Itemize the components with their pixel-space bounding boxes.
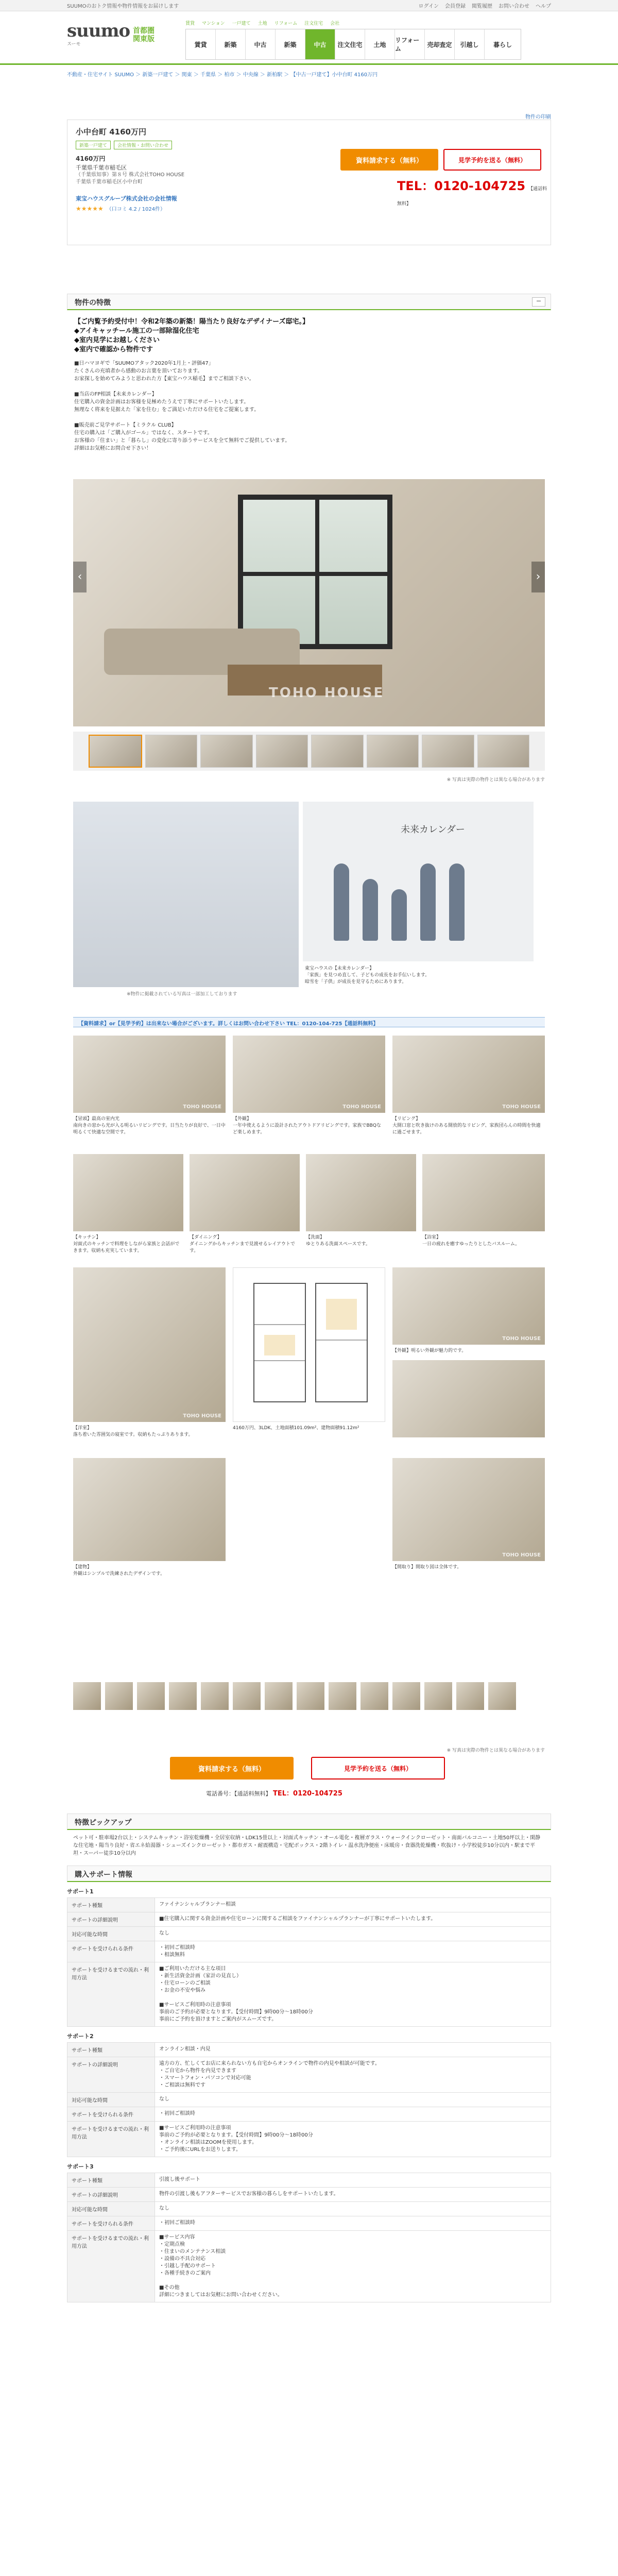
table-row: [67, 1898, 551, 1912]
top-link-login[interactable]: ログイン: [418, 4, 439, 9]
thumbnail[interactable]: [311, 735, 364, 768]
grid-photo[interactable]: [73, 1154, 183, 1231]
table-value: ・初回ご相談時 ・相談無料: [155, 1941, 551, 1962]
table-row: [67, 2188, 551, 2202]
thumbnail[interactable]: [477, 735, 530, 768]
nav-small-reform[interactable]: リフォーム: [274, 21, 298, 26]
request-docs-button[interactable]: 資料請求する（無料）: [340, 149, 438, 171]
table-value: オンライン相談・内見: [155, 2043, 551, 2057]
grid-caption: 【キッチン】 対面式のキッチンで料理をしながら家族と会話ができます。収納も充実しています。: [73, 1235, 180, 1253]
nav-small-land[interactable]: 土地: [258, 21, 267, 26]
cta-phone-label: 電話番号：【通話料無料】: [206, 1790, 271, 1797]
table-key: サポート種類: [67, 2043, 155, 2057]
table-value: ■サービス内容 ・定期点検 ・住まいのメンテナンス相談 ・設備の不具合対応 ・引越し手配のサポート ・各種手続きのご案内 ■その他 詳細につきましてはお気軽にお問い合わせください。: [155, 2231, 551, 2302]
cta-phone-number[interactable]: TEL：0120-104725: [273, 1790, 342, 1798]
small-thumbnail[interactable]: [233, 1682, 261, 1710]
thumbnail[interactable]: [89, 735, 142, 768]
table-key: 対応可能な時間: [67, 1927, 155, 1941]
table-row: [67, 2173, 551, 2188]
table-value: ■ご利用いただける主な項目 ・新生活資金計画（家計の見直し） ・住宅ローンのご相談 ・お金の不安や悩み ■サービスご利用時の注意事項 事前のご予約が必要となります。【受付時間】9時00分～18時00分 事前にご予約を頂けますとご案内がスムーズです。: [155, 1962, 551, 2027]
table-row: [67, 2231, 551, 2302]
table-key: 対応可能な時間: [67, 2202, 155, 2216]
arrow-right-icon[interactable]: ›: [531, 562, 545, 592]
grid-caption: 【洋室】 落ち着いた雰囲気の寝室です。収納もたっぷりあります。: [73, 1426, 193, 1437]
support-label: サポート2: [67, 2033, 94, 2040]
top-notice-text: SUUMOのおトク情報や物件情報をお届けします: [67, 4, 179, 9]
table-key: サポートを受けられる条件: [67, 2216, 155, 2231]
grid-photo[interactable]: [422, 1154, 545, 1231]
family-illustration: [334, 863, 465, 941]
table-value: ■サービスご利用時の注意事項 事前のご予約が必要となります。【受付時間】9時00分～18時00分 ・オンライン相談はZOOMを使用します。 ・ご予約後にURLをお送りします。: [155, 2122, 551, 2157]
small-thumbnail[interactable]: [329, 1682, 356, 1710]
photo-watermark: TOHO HOUSE: [502, 1104, 541, 1110]
person-figure: [420, 863, 436, 941]
property-location: 千葉県千葉市稲毛区: [76, 164, 127, 171]
grid-caption: 【間取り】間取り図は全体です。: [392, 1565, 462, 1570]
print-link[interactable]: 物件の印刷: [525, 114, 551, 120]
property-tags: [76, 141, 172, 149]
property-price: 4160万円: [76, 155, 106, 162]
floor-caption: 4160万円、3LDK、土地面積101.09m²、建物面積91.12m²: [233, 1426, 359, 1431]
phone-number: [397, 176, 551, 208]
person-figure: [334, 863, 349, 941]
person-figure: [391, 889, 407, 941]
grid-photo[interactable]: [306, 1154, 416, 1231]
table-value: なし: [155, 1927, 551, 1941]
thumbnail-strip: [73, 732, 545, 771]
small-thumbnail[interactable]: [201, 1682, 229, 1710]
purchase-heading: [67, 1866, 551, 1882]
suumo-logo[interactable]: [67, 21, 130, 47]
visit-request-button[interactable]: 見学予約を送る（無料）: [443, 149, 541, 171]
calendar-title: 未来カレンダー: [401, 824, 465, 835]
top-link-contact[interactable]: お問い合わせ: [499, 4, 529, 9]
table-key: サポート種類: [67, 2173, 155, 2188]
phone-note: 【通話料無料】: [397, 187, 547, 207]
small-thumbnail[interactable]: [169, 1682, 197, 1710]
table-row: [67, 1941, 551, 1962]
nav-rent[interactable]: 賃貸: [186, 29, 216, 59]
phone-digits[interactable]: 0120-104725: [434, 179, 526, 193]
small-thumbnail[interactable]: [392, 1682, 420, 1710]
nav-small-custom[interactable]: 注文住宅: [304, 21, 323, 26]
arrow-left-icon[interactable]: ‹: [73, 562, 87, 592]
table-row: [67, 1927, 551, 1941]
pickup-text: ペット可・駐車場2台以上・システムキッチン・浴室乾燥機・全居室収納・LDK15畳以上・対面式キッチン・オール電化・複層ガラス・ウォークインクローゼット・南面バルコニー・土地50坪以上・閑静な住宅地・陽当り良好・省エネ給湯器・シューズインクローゼット・都市ガス・耐震構造・宅配ボックス・2階トイレ・温水洗浄便座・床暖房・食器洗乾燥機・吹抜け・小学校徒歩10分以内・駅まで平坦・スーパー徒歩10分以内: [73, 1835, 541, 1856]
feature-body: ■日ハマヨギで「SUUMOアタック2020年1月上・評価47」 たくさんの充填者から感動のお言葉を頂いております。 お家探しを始めてみようと思われた方【東宝ハウス稲毛】までご相談下さい。 ■当店のFP相談【未来カレンダー】 住宅購入の資金計画はお客様を見極めたうえで丁寧にサポートいたします。 無理なく将来を見据えた「家を住む」をご満足いただける住宅をご提案します。 ■販売前ご見学サポート【ミラクル CLUB】 住宅の購入は「ご購入がゴール」ではなく、スタートです。 お客様の「住まい」と「暮らし」の変化に寄り添うサービスを全て無料でご提供しています。 詳細はお気軽にお問合せ下さい！: [74, 361, 290, 451]
grid-caption: 【リビング】 大開口窓と吹き抜けのある開放的なリビング、家族団らんの時間を快適に過ごせます。: [392, 1116, 541, 1135]
photo-watermark: TOHO HOUSE: [183, 1413, 221, 1419]
tag-company[interactable]: 会社情報・お問い合わせ: [114, 141, 172, 149]
logo-sub: スーモ: [67, 42, 81, 47]
window-decor: [238, 495, 392, 649]
review-count[interactable]: （口コミ 4.2 / 1024件）: [106, 207, 166, 212]
small-thumbnail[interactable]: [105, 1682, 133, 1710]
small-thumbnail[interactable]: [73, 1682, 101, 1710]
table-key: サポートの詳細説明: [67, 2188, 155, 2202]
small-thumbnail[interactable]: [360, 1682, 388, 1710]
small-thumbnail[interactable]: [424, 1682, 452, 1710]
table-key: サポートの詳細説明: [67, 2057, 155, 2093]
feature-heading: [67, 294, 551, 310]
nav-custom-house[interactable]: 注文住宅: [335, 29, 365, 59]
nav-living[interactable]: 暮らし: [485, 29, 521, 59]
property-summary: [67, 120, 551, 245]
grid-caption: 【ダイニング】 ダイニングからキッチンまで見渡せるレイアウトです。: [190, 1235, 295, 1253]
table-key: サポートを受けられる条件: [67, 2107, 155, 2122]
thumbnail[interactable]: [422, 735, 474, 768]
main-photo[interactable]: [73, 479, 545, 726]
top-link-help[interactable]: ヘルプ: [536, 4, 551, 9]
grid-photo[interactable]: [73, 1458, 226, 1561]
table-value: ■住宅購入に関する資金計画や住宅ローンに関するご相談をファイナンシャルプランナーが丁寧にサポートいたします。: [155, 1912, 551, 1927]
site-header: [0, 11, 618, 65]
request-docs-button[interactable]: 資料請求する（無料）: [170, 1757, 294, 1780]
floor-plan[interactable]: [233, 1267, 385, 1422]
table-value: なし: [155, 2202, 551, 2216]
grid-caption: 【建物】 外観はシンプルで洗練されたデザインです。: [73, 1565, 165, 1577]
support-label: サポート3: [67, 2163, 94, 2170]
feature-catch: 【ご内覧予約受付中！令和2年築の新築！陽当たり良好なデザイナーズ邸宅。】 ◆アイキャッチール施工の一部除湿化住宅 ◆室内見学にお越しください ◆室内で確認から物件です: [74, 318, 309, 353]
table-value: ・初回ご相談時: [155, 2107, 551, 2122]
small-thumbnail[interactable]: [137, 1682, 165, 1710]
support-table-2: [67, 2042, 551, 2157]
grid-photo[interactable]: [233, 1036, 385, 1113]
grid-photo[interactable]: [73, 1036, 226, 1113]
table-key: サポート種類: [67, 1898, 155, 1912]
rating: [76, 205, 165, 212]
nav-used-house[interactable]: 中古: [305, 29, 335, 59]
nav-small: [185, 20, 339, 26]
region-label[interactable]: 首都圏 関東版: [133, 27, 154, 43]
grid-photo[interactable]: [190, 1154, 300, 1231]
nav-sale[interactable]: 売却査定: [425, 29, 455, 59]
table-key: サポートを受けるまでの流れ・利用方法: [67, 1962, 155, 2027]
table-value: 遠方の方、忙しくてお店に来られない方も自宅からオンラインで物件の内見や相談が可能です。 ・ご自宅から物件を内見できます ・スマートフォン・パソコンで対応可能 ・ご相談は無料です: [155, 2057, 551, 2093]
support-label: サポート1: [67, 1888, 94, 1895]
grid-caption: 【外観】 一年中使えるように設計されたアウトドアリビングです。家族でBBQなど楽しめます。: [233, 1116, 381, 1135]
pickup-heading: [67, 1814, 551, 1830]
grid-photo[interactable]: [73, 1267, 226, 1422]
small-thumbnail-grid: [73, 1682, 545, 1710]
company-info-link[interactable]: 東宝ハウスグループ株式会社の会社情報: [76, 195, 177, 202]
grid-caption: 【洗面】 ゆとりある洗面スペースです。: [306, 1235, 370, 1247]
contact-banner[interactable]: 【資料請求】or【見学予約】は出来ない場合がございます。詳しくはお問い合わせ下さい TEL：0120-104-725【通話料無料】: [73, 1017, 545, 1027]
table-key: サポートの詳細説明: [67, 1912, 155, 1927]
table-value: ファイナンシャルプランナー相談: [155, 1898, 551, 1912]
photo-watermark: TOHO HOUSE: [342, 1104, 381, 1110]
small-thumbnail[interactable]: [297, 1682, 324, 1710]
nav-new-house[interactable]: 新築: [276, 29, 305, 59]
table-value: なし: [155, 2093, 551, 2107]
person-figure: [363, 879, 378, 941]
property-title: 小中台町 4160万円: [76, 127, 146, 137]
photo-caption: ※ 写真は実際の物件とは異なる場合があります: [447, 777, 545, 783]
top-notice-bar: [0, 0, 618, 11]
table-row: [67, 2216, 551, 2231]
photo-watermark: TOHO HOUSE: [502, 1336, 541, 1342]
table-value: ・初回ご相談時: [155, 2216, 551, 2231]
calendar-photo: [303, 802, 534, 961]
grid-photo[interactable]: [392, 1360, 545, 1437]
purchase-heading-text: 購入サポート情報: [75, 1871, 132, 1879]
calendar-caption: 東宝ハウスの【未来カレンダー】 「家族」を見つめ直して、子どもの成長をお手伝いします。 暗雪を「子供」が成長を見守るためにあります。: [305, 966, 430, 985]
table-row: [67, 2043, 551, 2057]
star-icon: ★★★★★: [76, 205, 104, 212]
feature-section: [67, 294, 551, 452]
person-figure: [449, 863, 465, 941]
table-row: [67, 1912, 551, 1927]
table-value: 物件の引渡し後もアフターサービスでお客様の暮らしをサポートいたします。: [155, 2188, 551, 2202]
nav-small-house[interactable]: 一戸建て: [232, 21, 251, 26]
top-link-history[interactable]: 閲覧履歴: [472, 4, 492, 9]
pickup-heading-text: 特徴ピックアップ: [75, 1819, 132, 1827]
table-value: 引渡し後サポート: [155, 2173, 551, 2188]
pickup-section: [67, 1814, 551, 2302]
table-row: [67, 2093, 551, 2107]
grid-photo[interactable]: [392, 1458, 545, 1561]
interior-caption: ※物件に掲載されている写真は一部加工しております: [127, 992, 237, 997]
table-row: [67, 2057, 551, 2093]
grid-caption: 【外観】明るい外観が魅力的です。: [392, 1348, 467, 1353]
photo-watermark: TOHO HOUSE: [269, 685, 385, 701]
photo-watermark: TOHO HOUSE: [502, 1552, 541, 1558]
nav-new-mansion[interactable]: 新築: [216, 29, 246, 59]
table-key: サポートを受けるまでの流れ・利用方法: [67, 2231, 155, 2302]
breadcrumb[interactable]: 不動産・住宅サイト SUUMO ＞ 新築一戸建て ＞ 関東 ＞ 千葉県 ＞ 柏市 ＞ 中央線 ＞ 新柏駅 ＞ 【中古一戸建て】小中台町 4160万円: [67, 72, 378, 78]
visit-request-button[interactable]: 見学予約を送る（無料）: [311, 1757, 445, 1780]
small-thumbnail[interactable]: [265, 1682, 293, 1710]
nav-used-mansion[interactable]: 中古: [246, 29, 276, 59]
photo-watermark: TOHO HOUSE: [183, 1104, 221, 1110]
table-row: [67, 2202, 551, 2216]
nav-small-company[interactable]: 会社: [330, 21, 340, 26]
table-key: 対応可能な時間: [67, 2093, 155, 2107]
photo-caption: ※ 写真は実際の物件とは異なる場合があります: [447, 1748, 545, 1753]
interior-photo: [73, 802, 299, 987]
table-row: [67, 1962, 551, 2027]
nav-reform[interactable]: リフォーム: [395, 29, 425, 59]
support-table-3: [67, 2173, 551, 2302]
nav-small-rent[interactable]: 賃貸: [185, 21, 195, 26]
thumbnail[interactable]: [145, 735, 198, 768]
grid-photo[interactable]: [392, 1267, 545, 1345]
grid-caption: 【浴室】 一日の疲れを癒すゆったりとしたバスルーム。: [422, 1235, 520, 1247]
feature-heading-text: 物件の特徴: [75, 299, 111, 307]
company-address: （千葉県知事）第８号 株式会社TOHO HOUSE 千葉県千葉市稲毛区小中台町: [76, 172, 185, 185]
table-row: [67, 2122, 551, 2157]
main-nav: [185, 29, 521, 60]
phone-label: TEL：: [397, 179, 435, 193]
small-thumbnail[interactable]: [456, 1682, 484, 1710]
cta-phone: [206, 1788, 342, 1798]
thumbnail[interactable]: [367, 735, 419, 768]
floor-plan-drawing: [233, 1268, 385, 1421]
small-thumbnail[interactable]: [488, 1682, 516, 1710]
thumbnail[interactable]: [200, 735, 253, 768]
top-links: [419, 2, 552, 9]
table-row: [67, 2107, 551, 2122]
collapse-toggle-icon[interactable]: －: [532, 297, 545, 307]
table-key: サポートを受けられる条件: [67, 1941, 155, 1962]
grid-caption: 【冒頭】最高の室内光 南向きの窓から光が入る明るいリビングです。日当たりが良好で、一日中明るくて快適な空間です。: [73, 1116, 226, 1135]
nav-small-mansion[interactable]: マンション: [202, 21, 225, 26]
logo-wordmark: suumo: [67, 21, 130, 41]
nav-land[interactable]: 土地: [365, 29, 395, 59]
top-link-register[interactable]: 会員登録: [445, 4, 466, 9]
nav-moving[interactable]: 引越し: [455, 29, 485, 59]
table-key: サポートを受けるまでの流れ・利用方法: [67, 2122, 155, 2157]
tag-type: 新築一戸建て: [76, 141, 111, 149]
support-table-1: [67, 1897, 551, 2027]
thumbnail[interactable]: [256, 735, 308, 768]
grid-photo[interactable]: [392, 1036, 545, 1113]
